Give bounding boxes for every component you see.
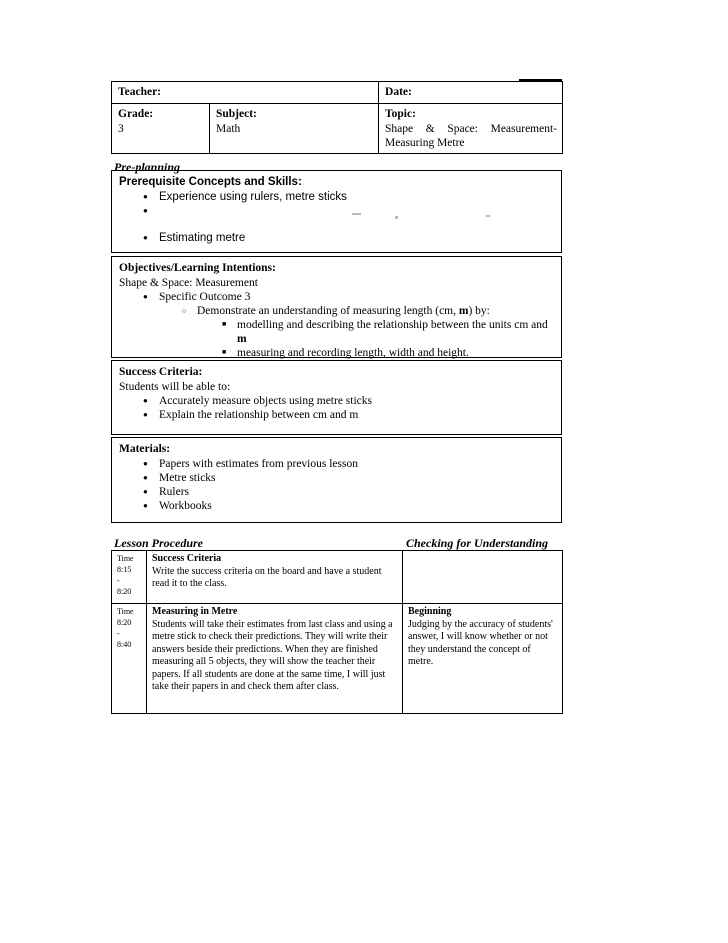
objectives-subtitle: Shape & Space: Measurement (119, 277, 258, 289)
list-item: ● Rulers (141, 485, 555, 499)
blank-line (119, 218, 555, 231)
list-item (141, 204, 555, 218)
table-row (112, 604, 563, 714)
success-criteria-box (111, 360, 562, 435)
topic-cell (379, 104, 563, 154)
detail-text-pre: measuring and recording length, width and height. (237, 347, 469, 359)
outcome-label: Specific Outcome 3 (159, 291, 251, 303)
time-dash: - (117, 629, 120, 638)
subject-cell (210, 104, 379, 154)
list-item: ● Workbooks (141, 499, 555, 513)
scan-speckle (352, 213, 361, 215)
prerequisite-box (111, 170, 562, 253)
prerequisite-list (119, 190, 555, 218)
grade-label: Grade: (118, 108, 154, 120)
list-item: ● Papers with estimates from previous lesson (141, 457, 555, 471)
checking-title: Beginning (408, 606, 452, 617)
list-item (221, 346, 555, 360)
success-criteria-subtitle: Students will be able to: (119, 381, 231, 393)
lesson-procedure-caption: Lesson Procedure (114, 536, 203, 550)
preplanning-caption: Pre-planning (114, 160, 181, 174)
header-table (111, 81, 563, 154)
time-end: 8:40 (117, 640, 132, 649)
checking-cell (403, 551, 563, 604)
time-cell (112, 551, 147, 604)
detail-text-pre: modelling and describing the relationship between the units cm and (237, 319, 548, 331)
list-item: ● Explain the relationship between cm and m (141, 408, 555, 422)
list-item: ● Accurately measure objects using metre sticks (141, 394, 555, 408)
list-item (181, 304, 555, 360)
topic-label: Topic: (385, 108, 416, 120)
time-cell (112, 604, 147, 714)
procedure-cell (147, 604, 403, 714)
objectives-title: Objectives/Learning Intentions: (119, 262, 276, 274)
list-item: ● Experience using rulers, metre sticks (141, 190, 555, 204)
success-criteria-title: Success Criteria: (119, 366, 203, 378)
materials-box (111, 437, 562, 523)
procedure-cell (147, 551, 403, 604)
checking-cell (403, 604, 563, 714)
materials-title: Materials: (119, 443, 171, 455)
objectives-detail-list (197, 318, 555, 360)
demonstrate-text-post: ) by: (468, 305, 490, 317)
objectives-demonstrate-list (159, 304, 555, 360)
checking-body: Judging by the accuracy of students' answer, I will know whether or not they understand the concept of metre. (408, 618, 553, 667)
subject-label: Subject: (216, 108, 257, 120)
checking-for-understanding-caption: Checking for Understanding (406, 536, 549, 550)
date-label: Date: (385, 86, 412, 98)
list-item: ● Estimating metre (141, 231, 555, 245)
time-start: 8:20 (117, 618, 132, 627)
time-start: 8:15 (117, 565, 132, 574)
objectives-outcome-list (119, 290, 555, 360)
procedure-body: Write the success criteria on the board and have a student read it to the class. (152, 565, 382, 589)
time-dash: - (117, 576, 120, 585)
demonstrate-text-pre: Demonstrate an understanding of measuring length (cm, (197, 305, 459, 317)
lesson-procedure-table (111, 550, 563, 714)
materials-list (119, 457, 555, 513)
grade-cell (112, 104, 210, 154)
time-label: Time (117, 554, 134, 563)
list-item (141, 290, 555, 360)
list-item: ● Metre sticks (141, 471, 555, 485)
prerequisite-title: Prerequisite Concepts and Skills: (119, 176, 302, 188)
list-item (221, 318, 555, 346)
teacher-label: Teacher: (118, 86, 162, 98)
procedure-body: Students will take their estimates from last class and using a metre stick to check their predictions. They will write their answers beside their predictions. When they are finished measuring all 5 objects, they will show the teacher their papers. If all students are done at the same time, I will just take their papers in and check them after class. (152, 618, 393, 692)
topic-value: Shape & Space: Measurement- Measuring Metre (385, 123, 558, 149)
scan-speckle (395, 216, 398, 219)
grade-value: 3 (118, 123, 124, 135)
demonstrate-unit-bold: m (458, 305, 469, 317)
time-end: 8:20 (117, 587, 132, 596)
procedure-title: Success Criteria (152, 553, 222, 564)
procedure-title: Measuring in Metre (152, 606, 238, 617)
time-label: Time (117, 607, 134, 616)
table-row (112, 551, 563, 604)
table-row (112, 82, 563, 104)
subject-value: Math (216, 123, 241, 135)
prerequisite-list-continued (119, 231, 555, 245)
objectives-box (111, 256, 562, 358)
date-cell (379, 82, 563, 104)
detail-unit-bold: m (237, 333, 247, 345)
teacher-cell (112, 82, 379, 104)
scan-speckle (486, 215, 490, 217)
success-criteria-list (119, 394, 555, 422)
table-row (112, 104, 563, 154)
